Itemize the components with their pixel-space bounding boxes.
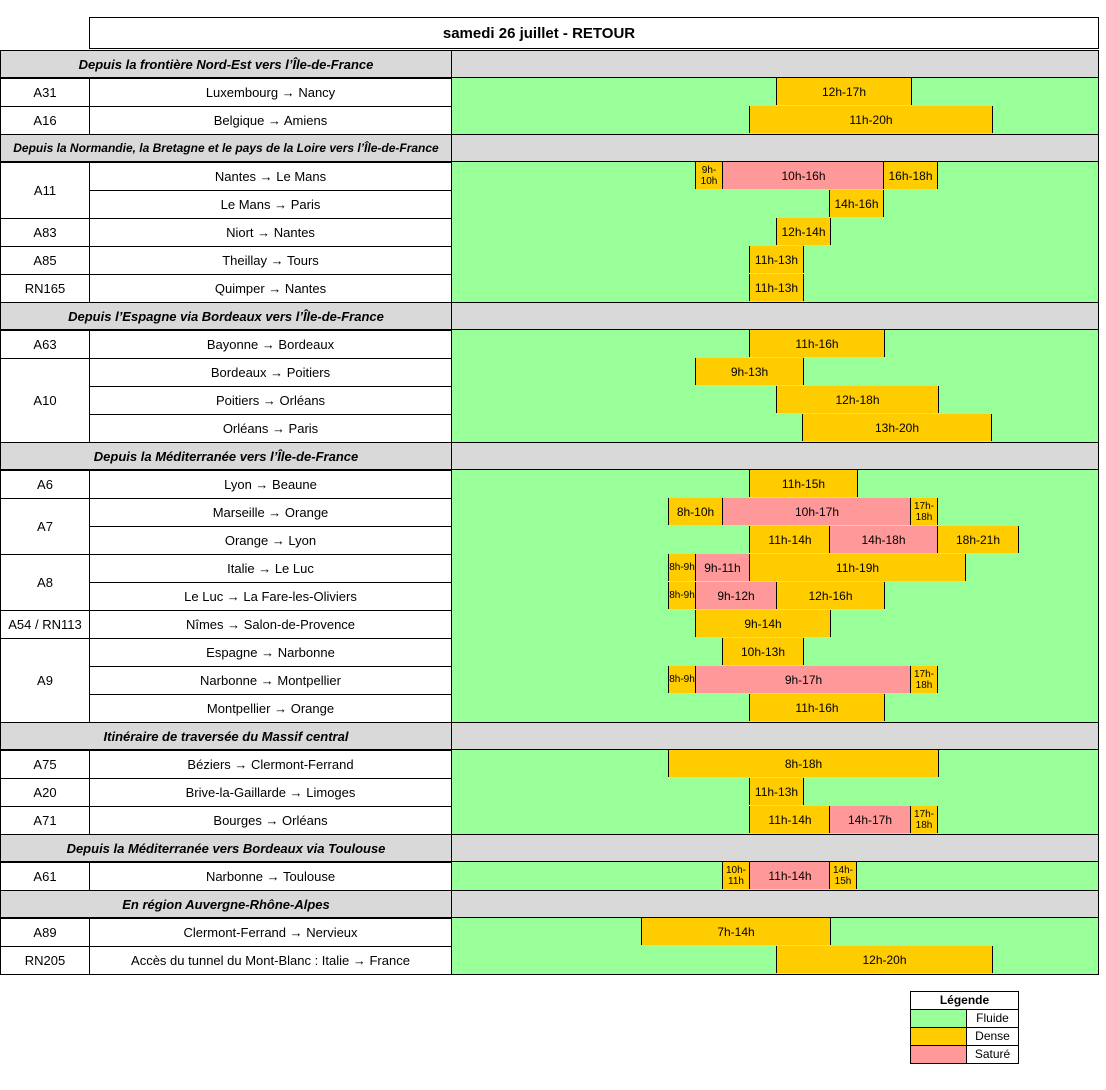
section-header-fill [452, 50, 1099, 78]
legend [910, 991, 1019, 1064]
section-header-fill [452, 834, 1099, 862]
legend-swatch-sature [911, 1046, 967, 1063]
traffic-bar-dense: 12h-16h [776, 582, 885, 609]
traffic-bar-dense: 10h-13h [722, 638, 804, 665]
road-label-a63: A63 [0, 330, 90, 359]
traffic-bar-dense: 11h-13h [749, 778, 804, 805]
traffic-bar-dense: 16h-18h [883, 162, 938, 189]
traffic-bar-dense: 17h-18h [910, 498, 938, 525]
segment-label: Le Mans → Paris [89, 190, 452, 219]
timeline-track [452, 246, 1099, 275]
traffic-bar-dense: 17h-18h [910, 666, 938, 693]
legend-item-dense [911, 1028, 1018, 1046]
segment-label: Brive-la-Gaillarde → Limoges [89, 778, 452, 807]
traffic-bar-dense: 12h-20h [776, 946, 993, 973]
timeline-track [452, 918, 1099, 947]
segment-label: Clermont-Ferrand → Nervieux [89, 918, 452, 947]
timeline-track [452, 694, 1099, 723]
segment-label: Accès du tunnel du Mont-Blanc : Italie → France [89, 946, 452, 975]
road-label-a31: A31 [0, 78, 90, 107]
road-label-a85: A85 [0, 246, 90, 275]
road-label-a75: A75 [0, 750, 90, 779]
road-label-a9: A9 [0, 638, 90, 723]
segment-label: Theillay → Tours [89, 246, 452, 275]
traffic-bar-dense: 12h-18h [776, 386, 939, 413]
segment-label: Niort → Nantes [89, 218, 452, 247]
timeline-track [452, 414, 1099, 443]
section-header: Depuis la Méditerranée vers Bordeaux via Toulouse [0, 834, 452, 862]
traffic-bar-dense: 14h-16h [829, 190, 884, 217]
timeline-track [452, 946, 1099, 975]
timeline-track [452, 526, 1099, 555]
traffic-bar-dense: 11h-13h [749, 246, 804, 273]
segment-label: Marseille → Orange [89, 498, 452, 527]
traffic-bar-sature: 11h-14h [749, 862, 831, 889]
traffic-bar-dense: 8h-9h [668, 554, 696, 581]
section-header-fill [452, 442, 1099, 470]
segment-label: Bordeaux → Poitiers [89, 358, 452, 387]
section-header: Depuis la frontière Nord-Est vers l’Île-de-France [0, 50, 452, 78]
timeline-track [452, 498, 1099, 527]
segment-label: Poitiers → Orléans [89, 386, 452, 415]
traffic-bar-dense: 11h-19h [749, 554, 966, 581]
segment-label: Béziers → Clermont-Ferrand [89, 750, 452, 779]
timeline-track [452, 162, 1099, 191]
section-header: Depuis la Normandie, la Bretagne et le pays de la Loire vers l’Île-de-France [0, 134, 452, 162]
road-label-a16: A16 [0, 106, 90, 135]
traffic-bar-dense: 14h-15h [829, 862, 857, 889]
legend-swatch-fluide [911, 1010, 967, 1027]
timeline-track [452, 274, 1099, 303]
segment-label: Le Luc → La Fare-les-Oliviers [89, 582, 452, 611]
road-label-a83: A83 [0, 218, 90, 247]
timeline-track [452, 778, 1099, 807]
traffic-bar-dense: 11h-14h [749, 806, 831, 833]
legend-title: Légende [911, 992, 1018, 1010]
traffic-bar-dense: 12h-14h [776, 218, 831, 245]
traffic-bar-dense: 11h-13h [749, 274, 804, 301]
road-label-a54-rn113: A54 / RN113 [0, 610, 90, 639]
segment-label: Bourges → Orléans [89, 806, 452, 835]
timeline-track [452, 666, 1099, 695]
segment-label: Montpellier → Orange [89, 694, 452, 723]
traffic-bar-sature: 14h-17h [829, 806, 911, 833]
traffic-bar-sature: 9h-11h [695, 554, 750, 581]
timeline-track [452, 386, 1099, 415]
timeline-track [452, 638, 1099, 667]
traffic-bar-dense: 11h-16h [749, 330, 885, 357]
section-header-fill [452, 134, 1099, 162]
road-label-a71: A71 [0, 806, 90, 835]
traffic-bar-sature: 10h-16h [722, 162, 885, 189]
legend-label-dense: Dense [975, 1029, 1010, 1043]
legend-item-sature [911, 1046, 1018, 1063]
road-label-a11: A11 [0, 162, 90, 219]
traffic-bar-sature: 10h-17h [722, 498, 912, 525]
section-header-fill [452, 722, 1099, 750]
road-label-a89: A89 [0, 918, 90, 947]
legend-swatch-dense [911, 1028, 967, 1045]
section-header: Itinéraire de traversée du Massif central [0, 722, 452, 750]
timeline-track [452, 554, 1099, 583]
timeline-track [452, 358, 1099, 387]
traffic-bar-dense: 10h-11h [722, 862, 750, 889]
timeline-track [452, 806, 1099, 835]
road-label-a61: A61 [0, 862, 90, 891]
section-header: Depuis la Méditerranée vers l’Île-de-France [0, 442, 452, 470]
traffic-bar-dense: 12h-17h [776, 78, 912, 105]
segment-label: Nîmes → Salon-de-Provence [89, 610, 452, 639]
timeline-track [452, 78, 1099, 107]
chart-title: samedi 26 juillet - RETOUR [89, 17, 1099, 49]
traffic-bar-dense: 8h-18h [668, 750, 939, 777]
traffic-bar-dense: 18h-21h [937, 526, 1019, 553]
road-label-rn165: RN165 [0, 274, 90, 303]
traffic-bar-dense: 17h-18h [910, 806, 938, 833]
road-label-a8: A8 [0, 554, 90, 611]
segment-label: Bayonne → Bordeaux [89, 330, 452, 359]
segment-label: Espagne → Narbonne [89, 638, 452, 667]
timeline-track [452, 750, 1099, 779]
timeline-track [452, 190, 1099, 219]
traffic-bar-dense: 13h-20h [802, 414, 992, 441]
traffic-bar-dense: 11h-14h [749, 526, 831, 553]
road-label-a10: A10 [0, 358, 90, 443]
traffic-bar-sature: 9h-12h [695, 582, 777, 609]
road-label-a7: A7 [0, 498, 90, 555]
timeline-track [452, 106, 1099, 135]
section-header-fill [452, 302, 1099, 330]
timeline-track [452, 582, 1099, 611]
timeline-track [452, 862, 1099, 891]
legend-label-fluide: Fluide [976, 1011, 1009, 1025]
traffic-bar-dense: 8h-9h [668, 582, 696, 609]
section-header-fill [452, 890, 1099, 918]
road-label-a20: A20 [0, 778, 90, 807]
timeline-track [452, 218, 1099, 247]
traffic-bar-dense: 11h-16h [749, 694, 885, 721]
timeline-track [452, 330, 1099, 359]
traffic-bar-dense: 11h-15h [749, 470, 858, 497]
traffic-bar-sature: 14h-18h [829, 526, 938, 553]
segment-label: Quimper → Nantes [89, 274, 452, 303]
traffic-bar-dense: 8h-10h [668, 498, 723, 525]
traffic-bar-dense: 7h-14h [641, 918, 831, 945]
traffic-bar-dense: 9h-10h [695, 162, 723, 189]
traffic-bar-dense: 8h-9h [668, 666, 696, 693]
section-header: En région Auvergne-Rhône-Alpes [0, 890, 452, 918]
timeline-track [452, 610, 1099, 639]
road-label-rn205: RN205 [0, 946, 90, 975]
segment-label: Narbonne → Toulouse [89, 862, 452, 891]
segment-label: Narbonne → Montpellier [89, 666, 452, 695]
segment-label: Orange → Lyon [89, 526, 452, 555]
timeline-track [452, 470, 1099, 499]
legend-item-fluide [911, 1010, 1018, 1028]
segment-label: Nantes → Le Mans [89, 162, 452, 191]
traffic-bar-dense: 9h-13h [695, 358, 804, 385]
segment-label: Italie → Le Luc [89, 554, 452, 583]
road-label-a6: A6 [0, 470, 90, 499]
segment-label: Orléans → Paris [89, 414, 452, 443]
segment-label: Luxembourg → Nancy [89, 78, 452, 107]
traffic-bar-dense: 11h-20h [749, 106, 993, 133]
segment-label: Belgique → Amiens [89, 106, 452, 135]
traffic-bar-dense: 9h-14h [695, 610, 831, 637]
section-header: Depuis l’Espagne via Bordeaux vers l’Île-de-France [0, 302, 452, 330]
segment-label: Lyon → Beaune [89, 470, 452, 499]
traffic-bar-sature: 9h-17h [695, 666, 912, 693]
legend-label-sature: Saturé [974, 1047, 1011, 1061]
